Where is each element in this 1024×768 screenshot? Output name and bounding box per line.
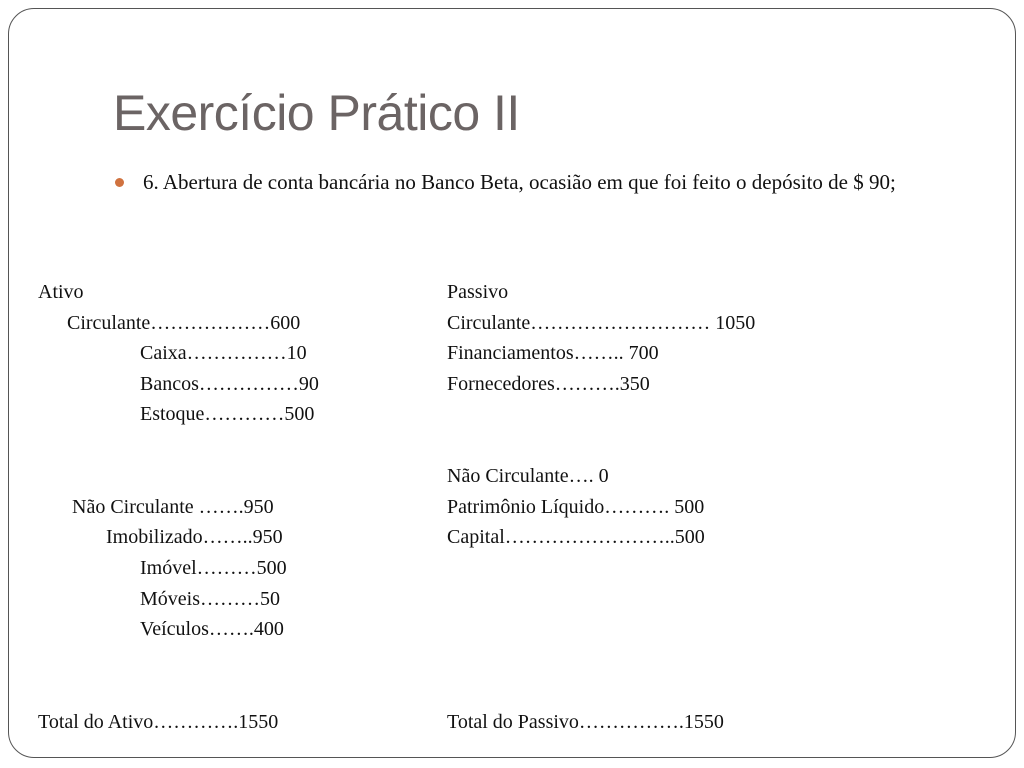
passivo-fornecedores: Fornecedores……….350 [447,373,650,395]
ativo-nao-circulante: Não Circulante …….950 [72,496,274,518]
ativo-imobilizado: Imobilizado……..950 [106,526,283,548]
bullet-text: 6. Abertura de conta bancária no Banco Beta, ocasião em que foi feito o depósito de $ 90; [143,170,896,194]
passivo-financiamentos: Financiamentos…….. 700 [447,342,659,364]
ativo-header: Ativo [38,281,84,303]
ativo-circulante: Circulante………………600 [67,312,301,334]
ativo-total: Total do Ativo………….1550 [38,711,279,733]
passivo-nao-circulante: Não Circulante…. 0 [447,465,609,487]
ativo-estoque: Estoque…………500 [140,403,315,425]
slide-title: Exercício Prático II [113,85,520,141]
ativo-caixa: Caixa……………10 [140,342,307,364]
ativo-veiculos: Veículos…….400 [140,618,284,640]
ativo-imovel: Imóvel………500 [140,557,287,579]
bullet-icon [115,178,124,187]
ativo-bancos: Bancos……………90 [140,373,319,395]
passivo-circulante: Circulante……………………… 1050 [447,312,756,334]
passivo-capital: Capital……………………..500 [447,526,705,548]
passivo-header: Passivo [447,281,509,303]
ativo-moveis: Móveis………50 [140,588,280,610]
passivo-patrimonio-liquido: Patrimônio Líquido………. 500 [447,496,705,518]
passivo-total: Total do Passivo…………….1550 [447,711,724,733]
